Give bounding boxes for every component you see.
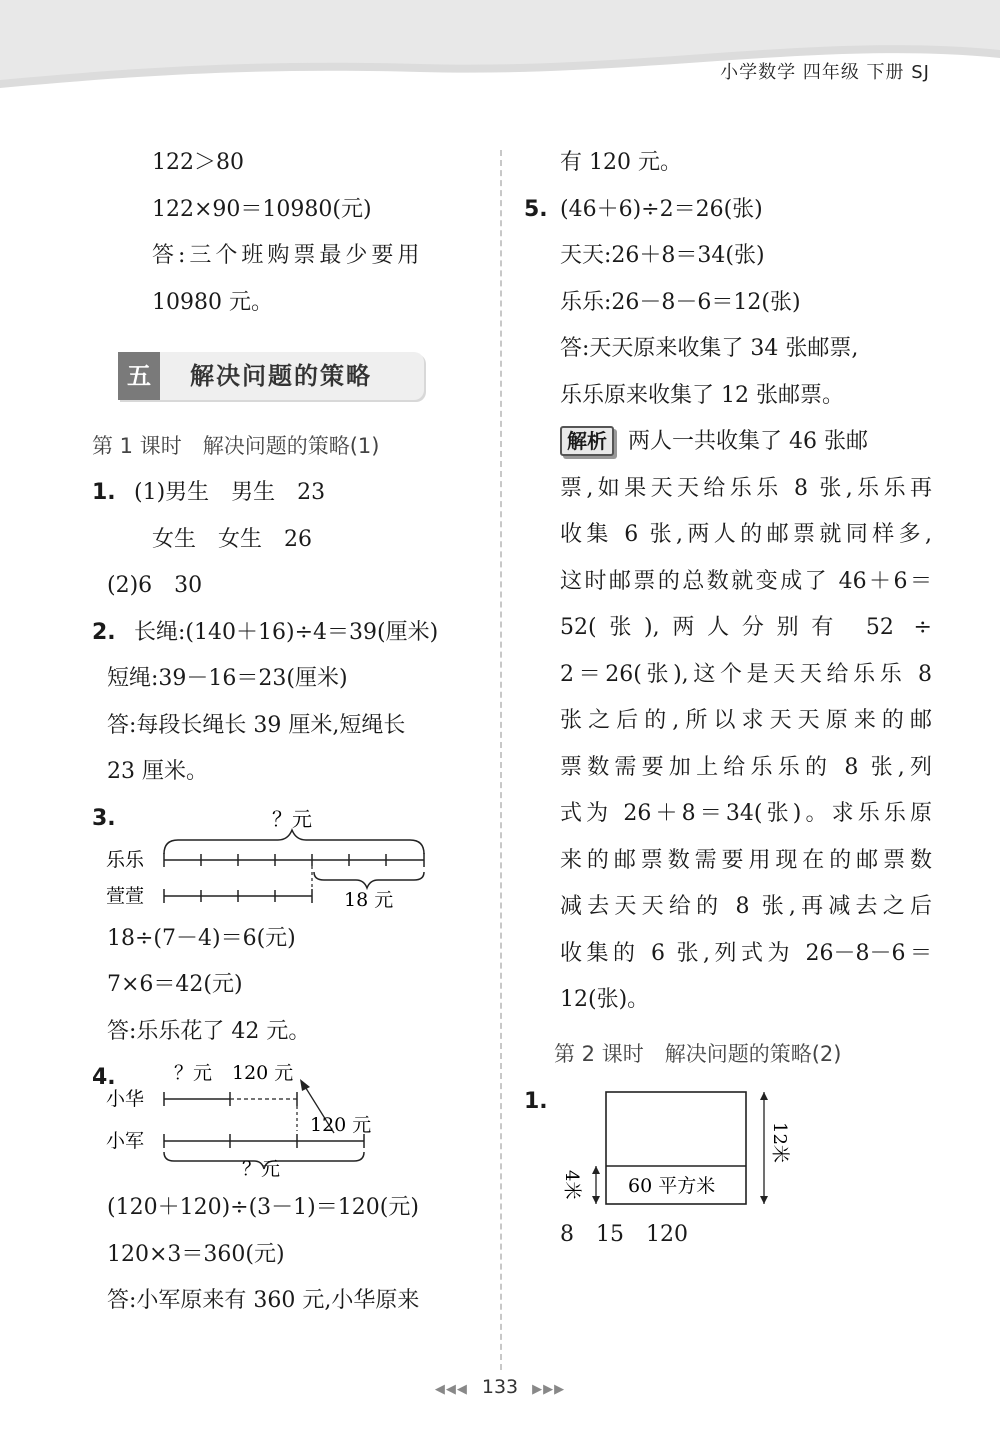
question-number: 2. xyxy=(92,619,116,645)
question-number: 4. xyxy=(92,1065,116,1090)
question-number: 3. xyxy=(92,805,116,831)
page-number-value: 133 xyxy=(481,1376,519,1398)
dimension-label: 12米 xyxy=(769,1121,790,1163)
segment-diagram xyxy=(92,1055,452,1177)
question-text: 短绳:39－16＝23(厘米) xyxy=(107,666,348,691)
lesson-heading: 第 2 课时 解决问题的策略(2) xyxy=(554,1041,842,1066)
question-number: 5. xyxy=(524,196,548,222)
segment-diagram xyxy=(92,796,452,908)
question-1 xyxy=(92,470,487,517)
side-label: 120 元 xyxy=(310,1114,372,1136)
question-text: 18÷(7－4)＝6(元) xyxy=(107,925,296,951)
analysis-line-first xyxy=(560,419,932,466)
row-label: 乐乐 xyxy=(106,848,145,871)
question-text: (1)男生 男生 23 xyxy=(134,480,326,505)
analysis-text: 张之后的,所以求天天原来的邮 xyxy=(560,708,932,733)
calc-line: 122×90＝10980(元) xyxy=(152,196,372,222)
analysis-text: 12(张)。 xyxy=(560,987,650,1012)
question-text: 答:乐乐花了 42 元。 xyxy=(107,1018,311,1044)
bottom-label: ？元 xyxy=(242,1158,281,1177)
analysis-text: 收集的 6 张,列式为 26－8－6＝ xyxy=(560,940,932,966)
analysis-text: 减去天天给的 8 张,再减去之后 xyxy=(560,894,932,919)
answer-line: 答:三个班购票最少要用 xyxy=(152,243,424,268)
row-label: 小军 xyxy=(106,1130,145,1152)
analysis-text: 52(张),两人分别有 52 ÷ xyxy=(560,615,932,640)
analysis-label: 解析 xyxy=(560,426,614,456)
question-text: 120×3＝360(元) xyxy=(107,1241,285,1267)
page-number xyxy=(0,1376,1000,1398)
rectangle-diagram xyxy=(524,1082,844,1212)
question-text: 长绳:(140＋16)÷4＝39(厘米) xyxy=(134,619,439,645)
row-label: 小华 xyxy=(106,1088,145,1110)
top-label: 120 元 xyxy=(232,1062,294,1084)
question-text: 女生 女生 26 xyxy=(152,526,312,552)
question-text: 天天:26＋8＝34(张) xyxy=(560,243,765,268)
analysis-text: 收集 6 张,两人的邮票就同样多, xyxy=(560,522,932,547)
left-column xyxy=(92,140,487,1325)
analysis-text: 票,如果天天给乐乐 8 张,乐乐再 xyxy=(560,475,932,501)
analysis-text: 这时邮票的总数就变成了 46＋6＝ xyxy=(560,568,932,594)
question-text: 7×6＝42(元) xyxy=(107,972,243,997)
prev-arrows-icon: ◀◀◀ xyxy=(434,1382,468,1397)
question-text: 乐乐原来收集了 12 张邮票。 xyxy=(560,382,844,408)
top-label: ？元 xyxy=(174,1062,213,1084)
question-1-figure xyxy=(524,1082,934,1212)
question-text: 答:天天原来收集了 34 张邮票, xyxy=(560,336,859,361)
question-4-figure xyxy=(92,1055,487,1177)
question-text: (120＋120)÷(3－1)＝120(元) xyxy=(107,1195,419,1220)
unit-heading xyxy=(118,348,426,408)
answer-line: 有 120 元。 xyxy=(560,150,682,175)
dimension-label: 4米 xyxy=(561,1169,582,1199)
analysis-block xyxy=(524,419,932,1024)
right-column xyxy=(524,140,934,1258)
question-number: 1. xyxy=(524,1088,548,1114)
question-3-figure xyxy=(92,796,487,908)
area-label: 60 平方米 xyxy=(628,1174,716,1197)
header-title: 小学数学 四年级 下册 SJ xyxy=(720,62,930,83)
analysis-text: 来的邮票数需要用现在的邮票数 xyxy=(560,847,932,873)
question-text: 答:每段长绳长 39 厘米,短绳长 xyxy=(107,712,406,738)
next-arrows-icon: ▶▶▶ xyxy=(532,1382,566,1397)
question-text: (2)6 30 xyxy=(107,573,203,598)
analysis-text: 票数需要加上给乐乐的 8 张,列 xyxy=(560,754,932,780)
question-text: 答:小军原来有 360 元,小华原来 xyxy=(107,1288,420,1313)
answer-line: 10980 元。 xyxy=(152,289,273,315)
question-number: 1. xyxy=(92,480,116,505)
analysis-text: 式为 26＋8＝34(张)。求乐乐原 xyxy=(560,801,932,826)
question-text: 23 厘米。 xyxy=(107,759,208,784)
difference-label: 18 元 xyxy=(344,888,394,908)
answer-line: 8 15 120 xyxy=(560,1221,688,1247)
row-label: 萱萱 xyxy=(106,884,145,907)
question-text: 乐乐:26－8－6＝12(张) xyxy=(560,289,801,315)
lesson-heading: 第 1 课时 解决问题的策略(1) xyxy=(92,434,380,458)
question-5 xyxy=(524,187,934,234)
analysis-text: 两人一共收集了 46 张邮 xyxy=(628,429,868,454)
calc-line: 122＞80 xyxy=(152,150,244,175)
unit-number: 五 xyxy=(118,352,160,400)
total-label: ？元 xyxy=(272,806,312,831)
column-divider xyxy=(500,150,502,1370)
question-text: (46＋6)÷2＝26(张) xyxy=(560,196,763,222)
unit-title: 解决问题的策略 xyxy=(190,362,372,390)
question-2 xyxy=(92,610,487,657)
analysis-text: 2＝26(张),这个是天天给乐乐 8 xyxy=(560,661,932,687)
